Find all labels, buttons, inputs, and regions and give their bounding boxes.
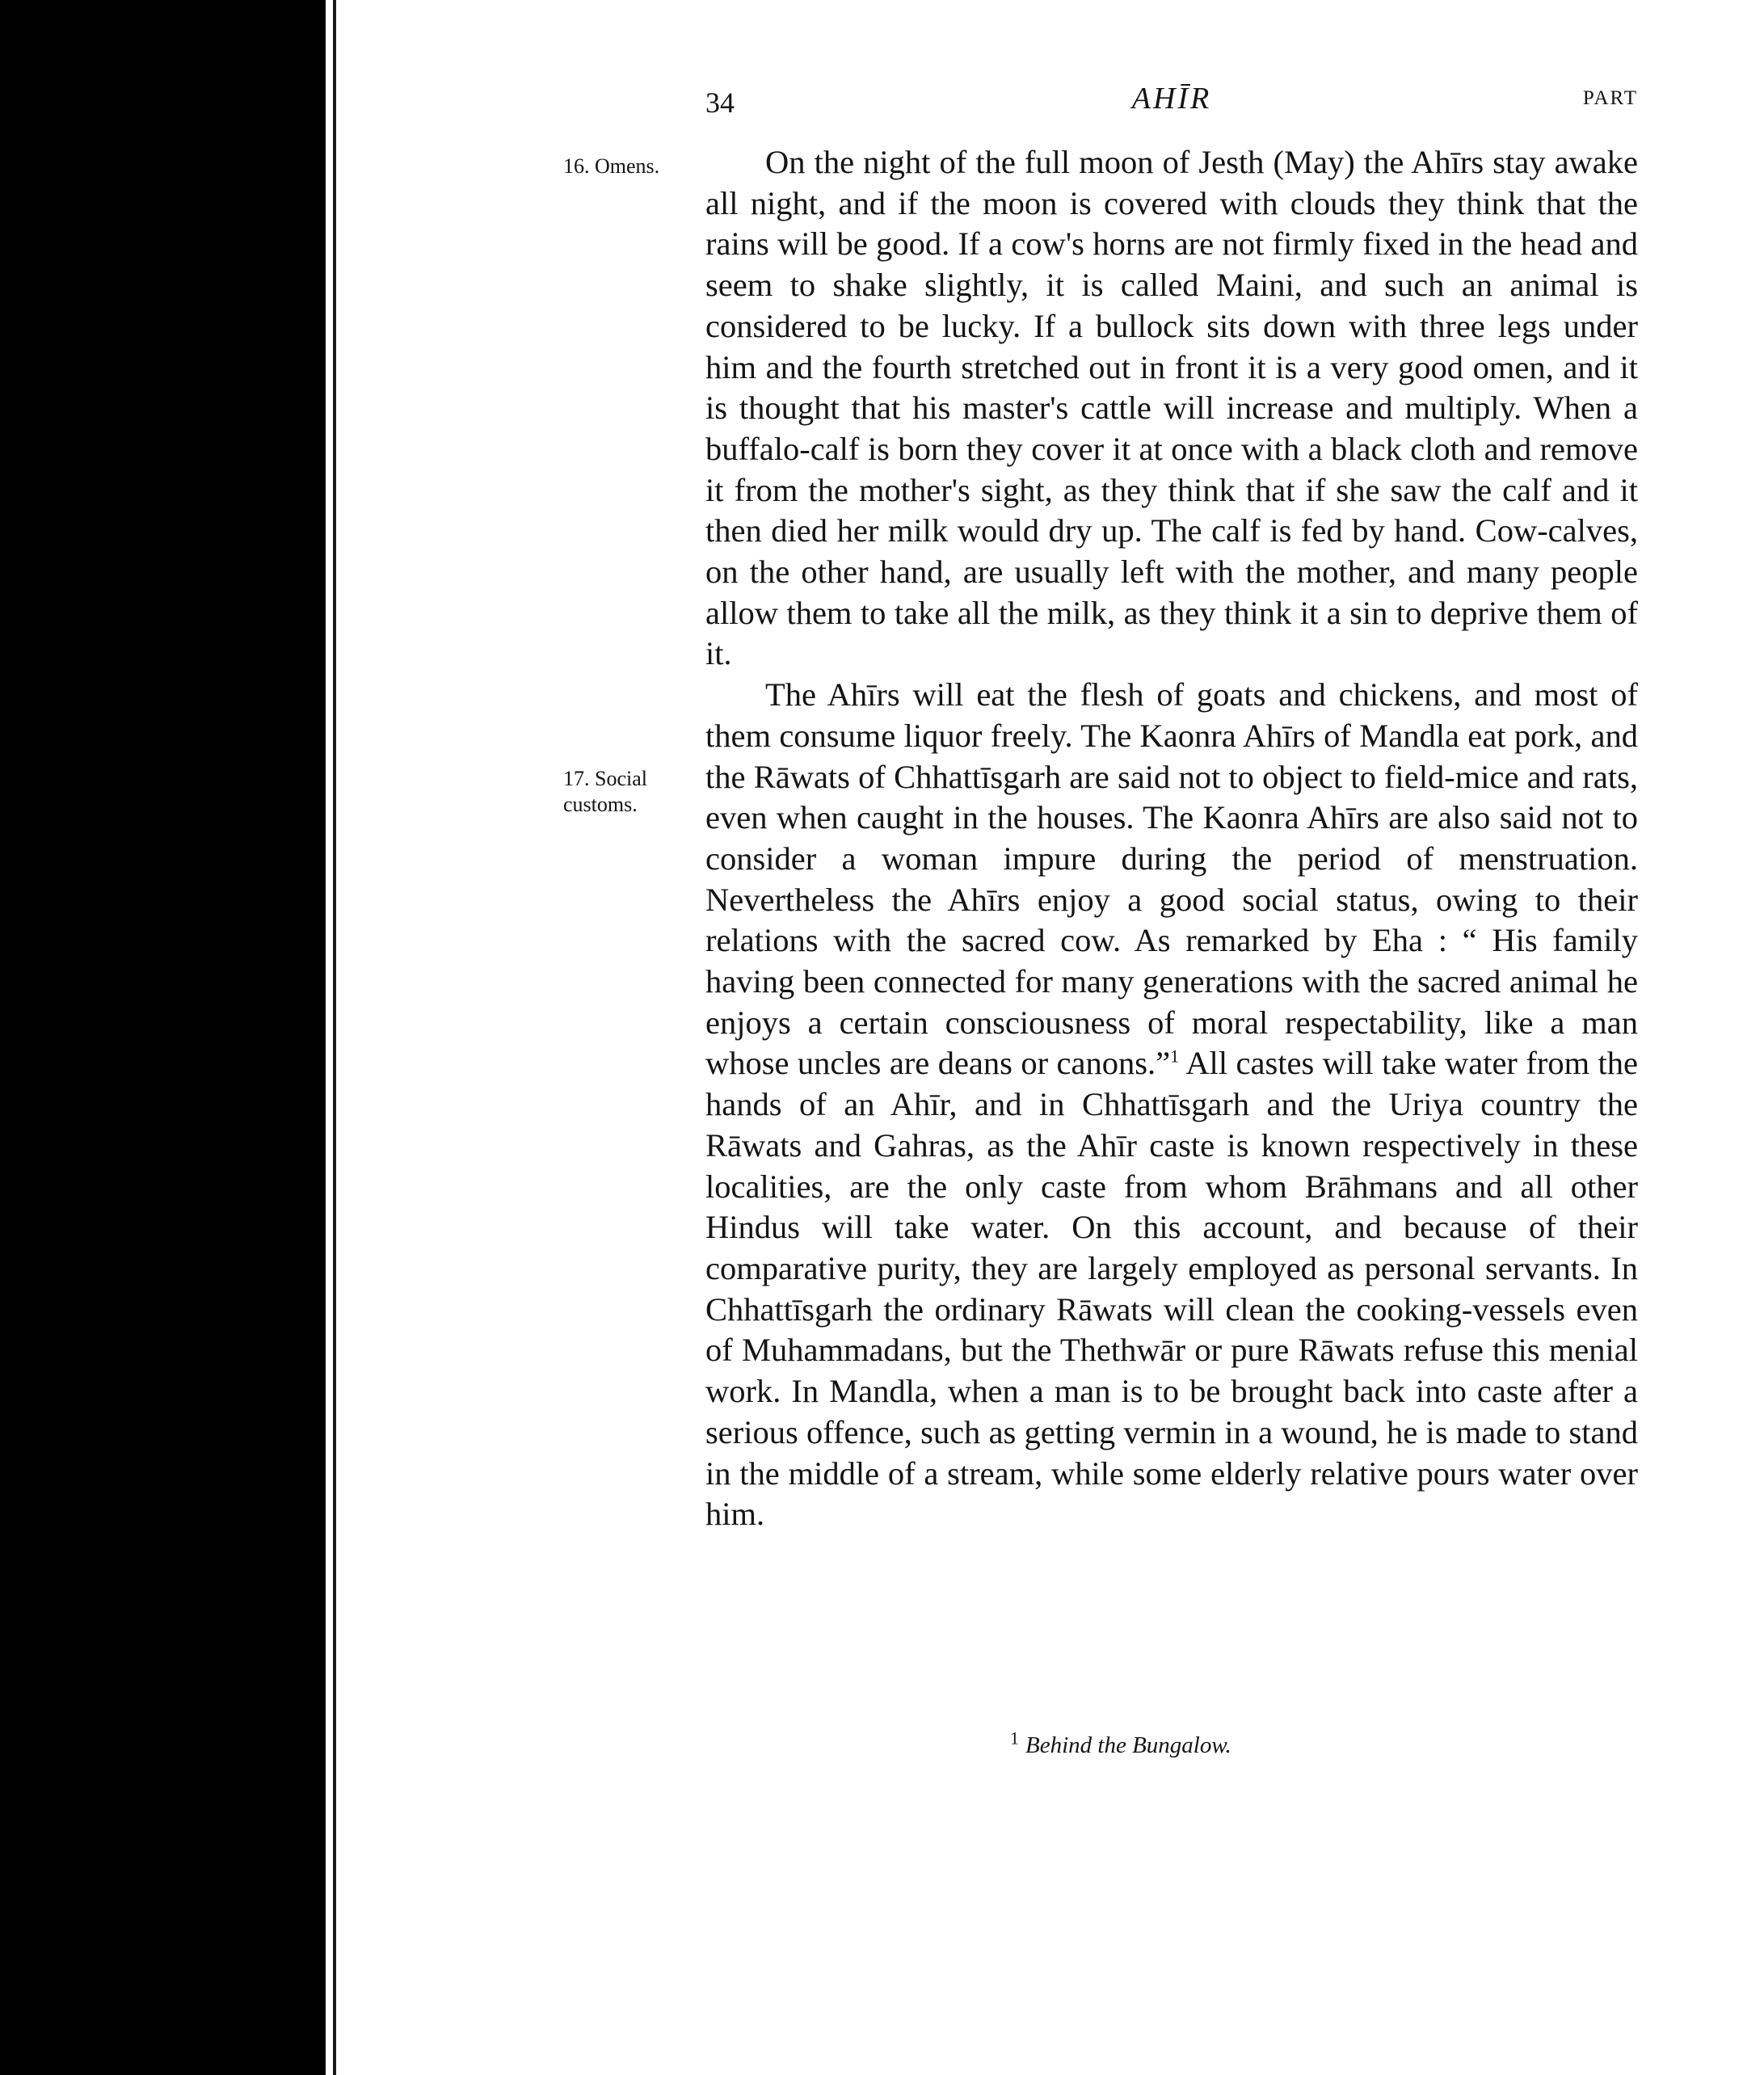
sidenote-omens bbox=[563, 154, 691, 179]
footnote-text: Behind the Bungalow. bbox=[1025, 1732, 1231, 1758]
sidenote-social-customs bbox=[563, 766, 691, 818]
paragraph-social-customs bbox=[705, 675, 1638, 1535]
sidenote-line: 17. Social bbox=[563, 767, 647, 790]
footnote-reference: 1 bbox=[1170, 1046, 1180, 1067]
scan-dark-margin bbox=[0, 0, 326, 2075]
running-title: AHĪR bbox=[1131, 82, 1212, 116]
running-part: PART bbox=[1582, 87, 1638, 109]
page-number: 34 bbox=[705, 86, 735, 119]
scan-edge-line bbox=[333, 0, 336, 2075]
sidenote-line: customs. bbox=[563, 793, 638, 816]
paragraph-text: All castes will take water from the hands of an Ahīr, and in Chhattīsgarh and the Uriya country the Rāwats and Gahras, as the Ahīr caste is known respectively in these localities, are the only caste from whom Brāhmans and all other Hindus will take water. On this account, and because of their comparative purity, they are largely employed as personal servants. In Chhattīsgarh the ordinary Rāwats will clean the cooking-vessels even of Muhammadans, but the Thethwār or pure Rāwats refuse this menial work. In Mandla, when a man is to be brought back into caste after a serious offence, such as getting vermin in a wound, he is made to stand in the middle of a stream, while some elderly relative pours water over him. bbox=[705, 1045, 1639, 1533]
footnote bbox=[1010, 1728, 1231, 1759]
paragraph-text: The Ahīrs will eat the flesh of goats and chickens, and most of them consume liquor freely. The Kaonra Ahīrs of Mandla eat pork, and the Rāwats of Chhattīsgarh are said not to object to field-mice and rats, even when caught in the houses. The Kaonra Ahīrs are also said not to consider a woman impure during the period of menstruation. Nevertheless the Ahīrs enjoy a good social status, owing to their relations with the sacred cow. As remarked by Eha : “ His family having been connected for many generations with the sacred animal he enjoys a certain consciousness of moral respectability, like a man whose uncles are deans or canons.” bbox=[705, 676, 1638, 1082]
sidenote-line: 16. Omens. bbox=[563, 154, 660, 178]
footnote-marker: 1 bbox=[1010, 1728, 1019, 1749]
running-head bbox=[705, 81, 1638, 129]
body-text bbox=[705, 142, 1638, 1535]
paragraph-omens: On the night of the full moon of Jesth (May) the Ahīrs stay awake all night, and if the moon is covered with clouds they think that the rains will be good. If a cow's horns are not firmly fixed in the head and seem to shake slightly, it is called Maini, and such an animal is considered to be lucky. If a bullock sits down with three legs under him and the fourth stretched out in front it is a very good omen, and it is thought that his master's cattle will increase and multiply. When a buffalo-calf is born they cover it at once with a black cloth and remove it from the mother's sight, as they think that if she saw the calf and it then died her milk would dry up. The calf is fed by hand. Cow-calves, on the other hand, are usually left with the mother, and many people allow them to take all the milk, as they think it a sin to deprive them of it. bbox=[705, 144, 1638, 672]
